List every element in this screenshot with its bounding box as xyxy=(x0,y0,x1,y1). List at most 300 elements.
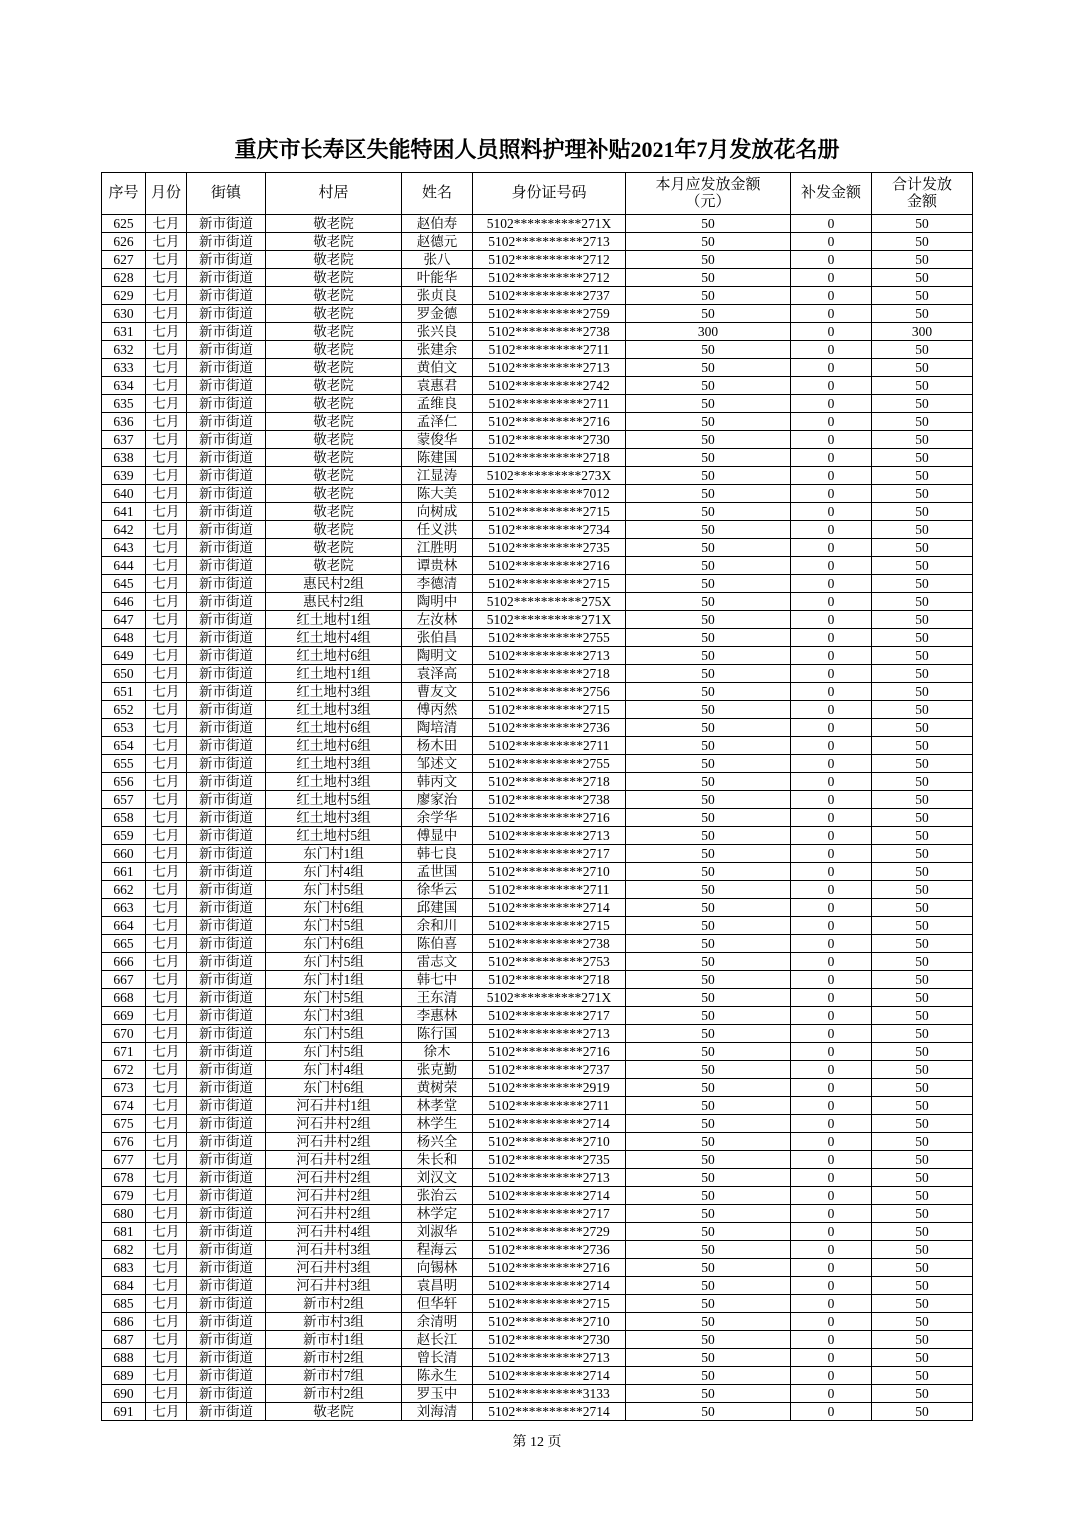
cell-monthly-amount: 50 xyxy=(626,827,791,845)
cell-month: 七月 xyxy=(146,215,187,233)
cell-total-amount: 50 xyxy=(872,575,973,593)
cell-name: 张伯昌 xyxy=(402,629,473,647)
cell-supplement-amount: 0 xyxy=(791,1061,872,1079)
cell-total-amount: 50 xyxy=(872,611,973,629)
cell-total-amount: 50 xyxy=(872,251,973,269)
cell-supplement-amount: 0 xyxy=(791,827,872,845)
cell-name: 陈行国 xyxy=(402,1025,473,1043)
cell-id-number: 5102**********275X xyxy=(473,593,626,611)
cell-id-number: 5102**********2713 xyxy=(473,827,626,845)
cell-month: 七月 xyxy=(146,1223,187,1241)
cell-monthly-amount: 50 xyxy=(626,467,791,485)
cell-month: 七月 xyxy=(146,809,187,827)
cell-village: 敬老院 xyxy=(266,449,402,467)
cell-id-number: 5102**********2738 xyxy=(473,323,626,341)
cell-monthly-amount: 50 xyxy=(626,269,791,287)
cell-id-number: 5102**********2717 xyxy=(473,1205,626,1223)
cell-village: 敬老院 xyxy=(266,395,402,413)
table-row xyxy=(102,1205,973,1223)
cell-serial: 674 xyxy=(102,1097,146,1115)
cell-village: 河石井村1组 xyxy=(266,1097,402,1115)
cell-supplement-amount: 0 xyxy=(791,1169,872,1187)
cell-name: 但华轩 xyxy=(402,1295,473,1313)
table-row xyxy=(102,1061,973,1079)
cell-town: 新市街道 xyxy=(187,1187,266,1205)
column-header-text: 本月应发放金额 xyxy=(655,176,761,193)
table-row xyxy=(102,539,973,557)
table-row xyxy=(102,341,973,359)
cell-total-amount: 50 xyxy=(872,953,973,971)
cell-monthly-amount: 50 xyxy=(626,881,791,899)
cell-name: 杨兴全 xyxy=(402,1133,473,1151)
cell-town: 新市街道 xyxy=(187,935,266,953)
cell-name: 李惠林 xyxy=(402,1007,473,1025)
table-row xyxy=(102,1259,973,1277)
table-row xyxy=(102,215,973,233)
cell-name: 王东清 xyxy=(402,989,473,1007)
cell-id-number: 5102**********3133 xyxy=(473,1385,626,1403)
cell-name: 曹友文 xyxy=(402,683,473,701)
table-row xyxy=(102,413,973,431)
cell-serial: 664 xyxy=(102,917,146,935)
cell-total-amount: 50 xyxy=(872,431,973,449)
table-row xyxy=(102,251,973,269)
cell-serial: 635 xyxy=(102,395,146,413)
cell-serial: 663 xyxy=(102,899,146,917)
cell-id-number: 5102**********2718 xyxy=(473,971,626,989)
cell-id-number: 5102**********2715 xyxy=(473,503,626,521)
cell-name: 罗玉中 xyxy=(402,1385,473,1403)
cell-village: 东门村5组 xyxy=(266,989,402,1007)
cell-name: 余学华 xyxy=(402,809,473,827)
cell-town: 新市街道 xyxy=(187,305,266,323)
cell-total-amount: 50 xyxy=(872,1295,973,1313)
cell-monthly-amount: 50 xyxy=(626,521,791,539)
cell-name: 江胜明 xyxy=(402,539,473,557)
cell-id-number: 5102**********2711 xyxy=(473,395,626,413)
cell-month: 七月 xyxy=(146,1007,187,1025)
cell-total-amount: 50 xyxy=(872,1223,973,1241)
cell-id-number: 5102**********2735 xyxy=(473,539,626,557)
cell-id-number: 5102**********2714 xyxy=(473,1277,626,1295)
cell-supplement-amount: 0 xyxy=(791,791,872,809)
cell-name: 徐木 xyxy=(402,1043,473,1061)
cell-supplement-amount: 0 xyxy=(791,1349,872,1367)
cell-monthly-amount: 50 xyxy=(626,1259,791,1277)
cell-monthly-amount: 50 xyxy=(626,989,791,1007)
cell-month: 七月 xyxy=(146,1241,187,1259)
cell-serial: 691 xyxy=(102,1403,146,1421)
cell-month: 七月 xyxy=(146,1043,187,1061)
cell-village: 红土地村3组 xyxy=(266,683,402,701)
cell-town: 新市街道 xyxy=(187,521,266,539)
cell-name: 陈永生 xyxy=(402,1367,473,1385)
cell-id-number: 5102**********271X xyxy=(473,989,626,1007)
cell-monthly-amount: 50 xyxy=(626,557,791,575)
table-row xyxy=(102,683,973,701)
cell-monthly-amount: 50 xyxy=(626,503,791,521)
cell-name: 刘海清 xyxy=(402,1403,473,1421)
cell-monthly-amount: 50 xyxy=(626,917,791,935)
cell-name: 赵伯寿 xyxy=(402,215,473,233)
cell-id-number: 5102**********2711 xyxy=(473,341,626,359)
table-row xyxy=(102,305,973,323)
cell-town: 新市街道 xyxy=(187,1097,266,1115)
cell-monthly-amount: 50 xyxy=(626,575,791,593)
cell-supplement-amount: 0 xyxy=(791,539,872,557)
cell-town: 新市街道 xyxy=(187,395,266,413)
cell-monthly-amount: 50 xyxy=(626,287,791,305)
cell-supplement-amount: 0 xyxy=(791,1043,872,1061)
cell-serial: 685 xyxy=(102,1295,146,1313)
cell-serial: 631 xyxy=(102,323,146,341)
cell-month: 七月 xyxy=(146,449,187,467)
cell-total-amount: 50 xyxy=(872,233,973,251)
cell-serial: 636 xyxy=(102,413,146,431)
cell-supplement-amount: 0 xyxy=(791,881,872,899)
cell-month: 七月 xyxy=(146,971,187,989)
column-header-text: 街镇 xyxy=(210,185,241,201)
cell-month: 七月 xyxy=(146,1403,187,1421)
cell-village: 敬老院 xyxy=(266,431,402,449)
table-row xyxy=(102,323,973,341)
cell-town: 新市街道 xyxy=(187,845,266,863)
cell-supplement-amount: 0 xyxy=(791,1115,872,1133)
cell-town: 新市街道 xyxy=(187,503,266,521)
cell-id-number: 5102**********2712 xyxy=(473,269,626,287)
column-header-text: 补发金额 xyxy=(800,185,861,201)
table-row xyxy=(102,665,973,683)
cell-town: 新市街道 xyxy=(187,593,266,611)
cell-village: 红土地村3组 xyxy=(266,701,402,719)
table-row xyxy=(102,269,973,287)
cell-name: 韩七中 xyxy=(402,971,473,989)
cell-name: 曾长清 xyxy=(402,1349,473,1367)
cell-total-amount: 50 xyxy=(872,1043,973,1061)
cell-serial: 661 xyxy=(102,863,146,881)
table-row xyxy=(102,575,973,593)
table-row xyxy=(102,737,973,755)
cell-town: 新市街道 xyxy=(187,1367,266,1385)
cell-name: 张克勤 xyxy=(402,1061,473,1079)
cell-month: 七月 xyxy=(146,917,187,935)
cell-name: 张建余 xyxy=(402,341,473,359)
column-header-village xyxy=(266,173,402,215)
table-header xyxy=(102,173,973,215)
cell-town: 新市街道 xyxy=(187,827,266,845)
cell-monthly-amount: 50 xyxy=(626,431,791,449)
cell-month: 七月 xyxy=(146,1349,187,1367)
cell-monthly-amount: 50 xyxy=(626,395,791,413)
cell-id-number: 5102**********2713 xyxy=(473,233,626,251)
cell-id-number: 5102**********2759 xyxy=(473,305,626,323)
cell-total-amount: 50 xyxy=(872,413,973,431)
cell-month: 七月 xyxy=(146,503,187,521)
cell-village: 东门村6组 xyxy=(266,899,402,917)
cell-total-amount: 50 xyxy=(872,377,973,395)
cell-month: 七月 xyxy=(146,989,187,1007)
table-row xyxy=(102,1223,973,1241)
column-header-serial xyxy=(102,173,146,215)
cell-serial: 626 xyxy=(102,233,146,251)
table-row xyxy=(102,827,973,845)
cell-town: 新市街道 xyxy=(187,899,266,917)
cell-serial: 673 xyxy=(102,1079,146,1097)
cell-town: 新市街道 xyxy=(187,809,266,827)
cell-month: 七月 xyxy=(146,1115,187,1133)
cell-supplement-amount: 0 xyxy=(791,1241,872,1259)
cell-month: 七月 xyxy=(146,1385,187,1403)
cell-town: 新市街道 xyxy=(187,323,266,341)
cell-supplement-amount: 0 xyxy=(791,593,872,611)
cell-serial: 660 xyxy=(102,845,146,863)
cell-supplement-amount: 0 xyxy=(791,467,872,485)
cell-month: 七月 xyxy=(146,647,187,665)
cell-serial: 683 xyxy=(102,1259,146,1277)
cell-name: 罗金德 xyxy=(402,305,473,323)
cell-month: 七月 xyxy=(146,827,187,845)
cell-total-amount: 300 xyxy=(872,323,973,341)
cell-monthly-amount: 50 xyxy=(626,899,791,917)
table-row xyxy=(102,287,973,305)
column-header-text: 身份证号码 xyxy=(511,185,587,201)
cell-town: 新市街道 xyxy=(187,719,266,737)
cell-serial: 671 xyxy=(102,1043,146,1061)
cell-id-number: 5102**********2755 xyxy=(473,629,626,647)
cell-name: 向树成 xyxy=(402,503,473,521)
cell-monthly-amount: 50 xyxy=(626,1133,791,1151)
cell-month: 七月 xyxy=(146,1097,187,1115)
cell-month: 七月 xyxy=(146,791,187,809)
table-row xyxy=(102,557,973,575)
cell-supplement-amount: 0 xyxy=(791,413,872,431)
cell-name: 陶明中 xyxy=(402,593,473,611)
cell-id-number: 5102**********2713 xyxy=(473,1169,626,1187)
cell-total-amount: 50 xyxy=(872,359,973,377)
cell-town: 新市街道 xyxy=(187,1349,266,1367)
cell-total-amount: 50 xyxy=(872,1025,973,1043)
cell-village: 新市村3组 xyxy=(266,1313,402,1331)
cell-town: 新市街道 xyxy=(187,449,266,467)
cell-village: 敬老院 xyxy=(266,485,402,503)
table-row xyxy=(102,503,973,521)
cell-month: 七月 xyxy=(146,1331,187,1349)
cell-monthly-amount: 50 xyxy=(626,251,791,269)
table-row xyxy=(102,1277,973,1295)
cell-supplement-amount: 0 xyxy=(791,809,872,827)
cell-village: 敬老院 xyxy=(266,233,402,251)
cell-name: 邱建国 xyxy=(402,899,473,917)
cell-town: 新市街道 xyxy=(187,1007,266,1025)
cell-total-amount: 50 xyxy=(872,863,973,881)
cell-serial: 690 xyxy=(102,1385,146,1403)
cell-month: 七月 xyxy=(146,1187,187,1205)
cell-id-number: 5102**********2737 xyxy=(473,1061,626,1079)
cell-monthly-amount: 50 xyxy=(626,1007,791,1025)
column-header-text: 月份 xyxy=(150,185,181,201)
cell-town: 新市街道 xyxy=(187,611,266,629)
cell-monthly-amount: 50 xyxy=(626,449,791,467)
table-row xyxy=(102,773,973,791)
cell-town: 新市街道 xyxy=(187,737,266,755)
cell-id-number: 5102**********2716 xyxy=(473,809,626,827)
column-header-month xyxy=(146,173,187,215)
cell-town: 新市街道 xyxy=(187,647,266,665)
cell-month: 七月 xyxy=(146,377,187,395)
table-row xyxy=(102,1367,973,1385)
roster-table xyxy=(101,172,973,1421)
cell-town: 新市街道 xyxy=(187,773,266,791)
cell-supplement-amount: 0 xyxy=(791,359,872,377)
cell-id-number: 5102**********2715 xyxy=(473,1295,626,1313)
cell-monthly-amount: 50 xyxy=(626,1079,791,1097)
cell-name: 林学生 xyxy=(402,1115,473,1133)
cell-supplement-amount: 0 xyxy=(791,1367,872,1385)
cell-total-amount: 50 xyxy=(872,1259,973,1277)
cell-id-number: 5102**********2714 xyxy=(473,1367,626,1385)
cell-name: 陈伯喜 xyxy=(402,935,473,953)
cell-total-amount: 50 xyxy=(872,683,973,701)
cell-id-number: 5102**********2716 xyxy=(473,1259,626,1277)
cell-total-amount: 50 xyxy=(872,791,973,809)
cell-id-number: 5102**********2713 xyxy=(473,1025,626,1043)
cell-village: 河石井村3组 xyxy=(266,1241,402,1259)
cell-monthly-amount: 300 xyxy=(626,323,791,341)
cell-supplement-amount: 0 xyxy=(791,449,872,467)
cell-village: 河石井村4组 xyxy=(266,1223,402,1241)
cell-total-amount: 50 xyxy=(872,935,973,953)
table-header-row xyxy=(102,173,973,215)
table-row xyxy=(102,863,973,881)
cell-village: 新市村1组 xyxy=(266,1331,402,1349)
cell-supplement-amount: 0 xyxy=(791,629,872,647)
cell-serial: 686 xyxy=(102,1313,146,1331)
cell-monthly-amount: 50 xyxy=(626,1403,791,1421)
cell-supplement-amount: 0 xyxy=(791,341,872,359)
cell-supplement-amount: 0 xyxy=(791,971,872,989)
cell-total-amount: 50 xyxy=(872,845,973,863)
cell-village: 红土地村1组 xyxy=(266,611,402,629)
cell-town: 新市街道 xyxy=(187,1295,266,1313)
cell-total-amount: 50 xyxy=(872,773,973,791)
cell-monthly-amount: 50 xyxy=(626,1349,791,1367)
cell-month: 七月 xyxy=(146,845,187,863)
cell-total-amount: 50 xyxy=(872,719,973,737)
cell-town: 新市街道 xyxy=(187,953,266,971)
cell-name: 雷志文 xyxy=(402,953,473,971)
cell-month: 七月 xyxy=(146,1295,187,1313)
table-row xyxy=(102,1007,973,1025)
cell-total-amount: 50 xyxy=(872,1187,973,1205)
cell-name: 孟维良 xyxy=(402,395,473,413)
cell-monthly-amount: 50 xyxy=(626,629,791,647)
cell-town: 新市街道 xyxy=(187,413,266,431)
cell-supplement-amount: 0 xyxy=(791,1205,872,1223)
table-row xyxy=(102,431,973,449)
cell-name: 赵长江 xyxy=(402,1331,473,1349)
cell-village: 东门村4组 xyxy=(266,1061,402,1079)
cell-name: 韩丙文 xyxy=(402,773,473,791)
cell-monthly-amount: 50 xyxy=(626,1115,791,1133)
column-header-text: 序号 xyxy=(108,185,139,201)
cell-serial: 645 xyxy=(102,575,146,593)
cell-village: 河石井村3组 xyxy=(266,1259,402,1277)
cell-name: 谭贵林 xyxy=(402,557,473,575)
table-row xyxy=(102,1025,973,1043)
cell-town: 新市街道 xyxy=(187,431,266,449)
cell-name: 黄伯文 xyxy=(402,359,473,377)
cell-village: 敬老院 xyxy=(266,377,402,395)
cell-id-number: 5102**********2710 xyxy=(473,863,626,881)
cell-serial: 687 xyxy=(102,1331,146,1349)
cell-id-number: 5102**********2718 xyxy=(473,449,626,467)
table-row xyxy=(102,485,973,503)
cell-month: 七月 xyxy=(146,557,187,575)
cell-town: 新市街道 xyxy=(187,557,266,575)
cell-village: 敬老院 xyxy=(266,305,402,323)
cell-name: 黄树荣 xyxy=(402,1079,473,1097)
cell-month: 七月 xyxy=(146,737,187,755)
table-row xyxy=(102,989,973,1007)
cell-village: 东门村5组 xyxy=(266,1025,402,1043)
cell-serial: 657 xyxy=(102,791,146,809)
cell-town: 新市街道 xyxy=(187,1241,266,1259)
cell-id-number: 5102**********2711 xyxy=(473,1097,626,1115)
cell-id-number: 5102**********2730 xyxy=(473,431,626,449)
table-row xyxy=(102,1133,973,1151)
table-row xyxy=(102,467,973,485)
cell-total-amount: 50 xyxy=(872,665,973,683)
table-row xyxy=(102,1079,973,1097)
cell-id-number: 5102**********2710 xyxy=(473,1313,626,1331)
table-row xyxy=(102,1349,973,1367)
cell-monthly-amount: 50 xyxy=(626,1295,791,1313)
column-header-town xyxy=(187,173,266,215)
cell-name: 韩七良 xyxy=(402,845,473,863)
cell-monthly-amount: 50 xyxy=(626,1187,791,1205)
cell-month: 七月 xyxy=(146,521,187,539)
table-row xyxy=(102,359,973,377)
cell-supplement-amount: 0 xyxy=(791,557,872,575)
cell-monthly-amount: 50 xyxy=(626,1223,791,1241)
cell-id-number: 5102**********2729 xyxy=(473,1223,626,1241)
cell-village: 敬老院 xyxy=(266,323,402,341)
cell-supplement-amount: 0 xyxy=(791,1133,872,1151)
cell-month: 七月 xyxy=(146,1133,187,1151)
table-row xyxy=(102,791,973,809)
cell-total-amount: 50 xyxy=(872,701,973,719)
cell-total-amount: 50 xyxy=(872,1403,973,1421)
cell-village: 河石井村3组 xyxy=(266,1277,402,1295)
cell-supplement-amount: 0 xyxy=(791,1277,872,1295)
cell-id-number: 5102**********2919 xyxy=(473,1079,626,1097)
cell-name: 邹述文 xyxy=(402,755,473,773)
cell-serial: 653 xyxy=(102,719,146,737)
page-number: 第 12 页 xyxy=(512,1435,562,1450)
cell-monthly-amount: 50 xyxy=(626,935,791,953)
cell-supplement-amount: 0 xyxy=(791,269,872,287)
cell-supplement-amount: 0 xyxy=(791,323,872,341)
table-row xyxy=(102,449,973,467)
cell-id-number: 5102**********271X xyxy=(473,215,626,233)
cell-name: 陶培清 xyxy=(402,719,473,737)
column-header-supplement-amount xyxy=(791,173,872,215)
cell-monthly-amount: 50 xyxy=(626,215,791,233)
cell-serial: 667 xyxy=(102,971,146,989)
cell-supplement-amount: 0 xyxy=(791,377,872,395)
cell-serial: 670 xyxy=(102,1025,146,1043)
cell-supplement-amount: 0 xyxy=(791,737,872,755)
